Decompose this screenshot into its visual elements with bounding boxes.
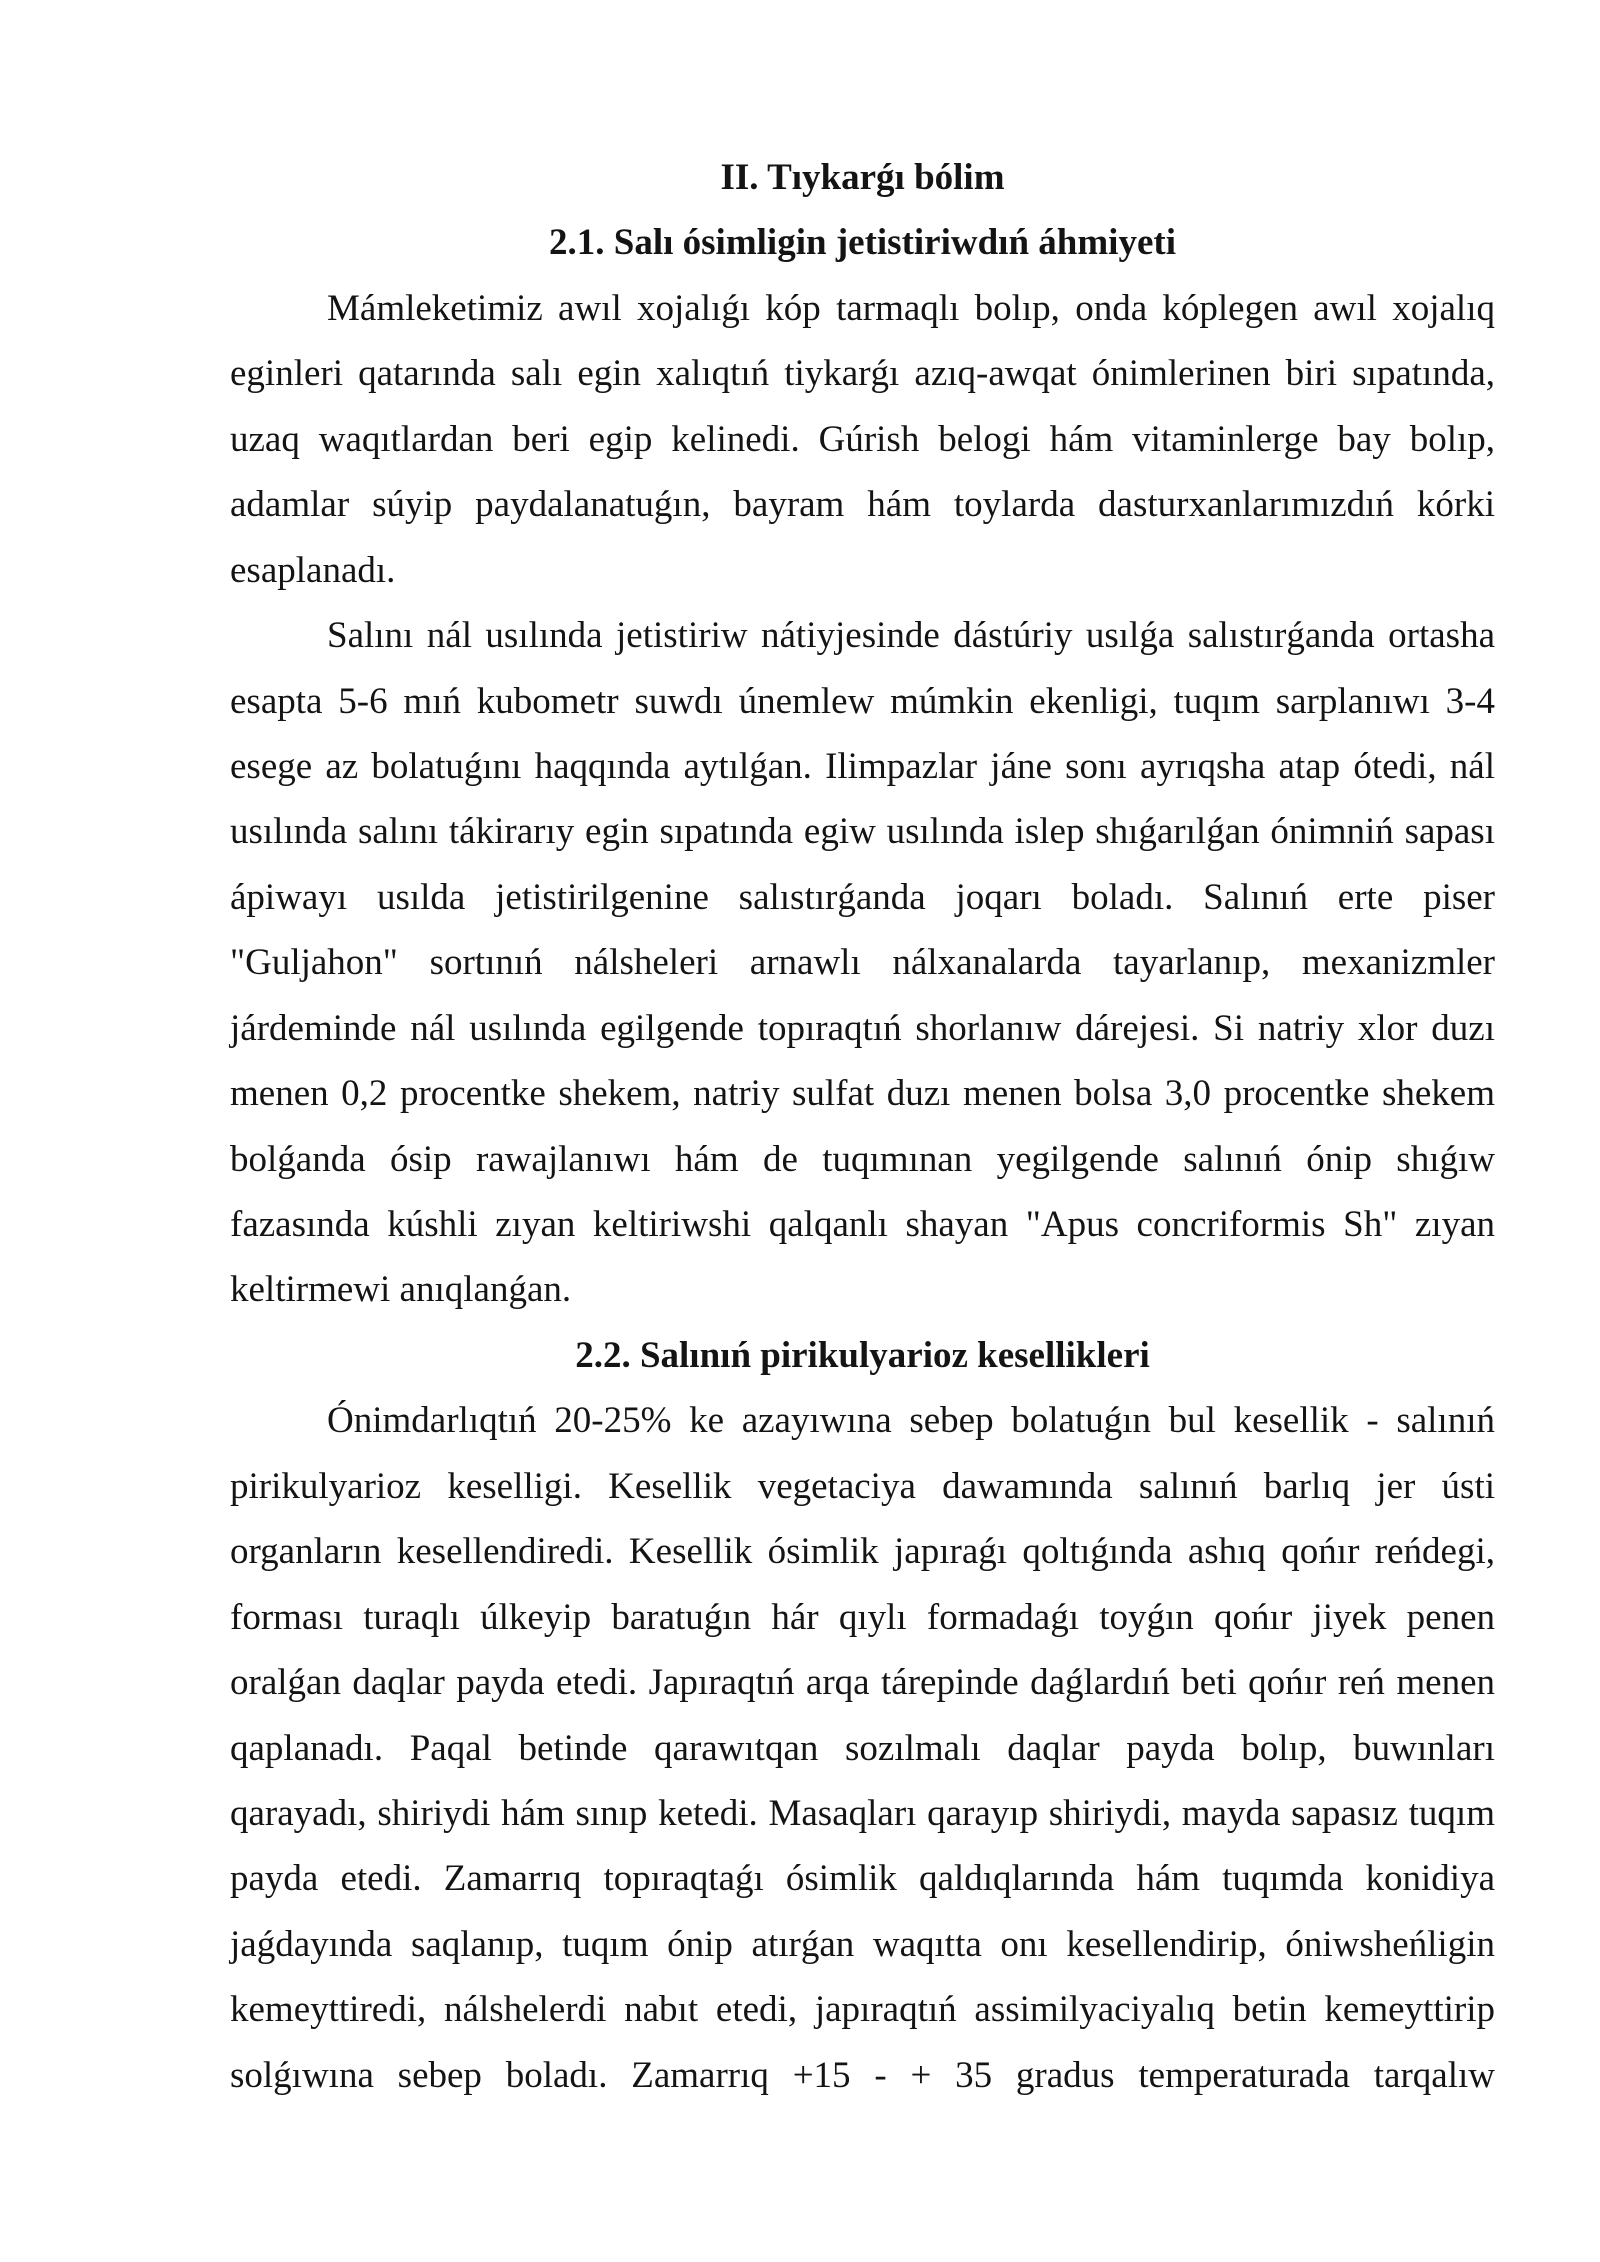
page-title: II. Tıykarǵı bólim [720, 157, 1005, 198]
paragraph-line: organların kesellendiredi. Kesellik ósimlik japıraǵı qoltıǵında ashıq qońır reńdegi, [230, 1531, 1495, 1573]
paragraph-line: "Guljahon" sortınıń nálsheleri arnawlı nálxanalarda tayarlanıp, mexanizmler [230, 942, 1495, 984]
paragraph-line: qarayadı, shiriydi hám sınıp ketedi. Masaqları qarayıp shiriydi, mayda sapasız tuqım [230, 1792, 1495, 1834]
paragraph-line: jaǵdayında saqlanıp, tuqım ónip atırǵan waqıtta onı kesellendirip, óniwsheńligin [230, 1923, 1495, 1965]
paragraph-line: esege az bolatuǵını haqqında aytılǵan. Ilimpazlar jáne sonı ayrıqsha atap ótedi, nál [230, 745, 1495, 787]
paragraph-line: pirikulyarioz keselligi. Kesellik vegetaciya dawamında salınıń barlıq jer ústi [230, 1465, 1495, 1507]
section [230, 210, 1495, 1322]
paragraph-line: qaplanadı. Paqal betinde qarawıtqan sozılmalı daqlar payda bolıp, buwınları [230, 1727, 1495, 1769]
paragraph-line: bolǵanda ósip rawajlanıwı hám de tuqımınan yegilgende salınıń ónip shıǵıw [230, 1138, 1495, 1180]
paragraph-line: eginleri qatarında salı egin xalıqtıń tiykarǵı azıq-awqat ónimlerinen biri sıpatında, [230, 353, 1495, 395]
paragraph-line: ápiwayı usılda jetistirilgenine salıstırǵanda joqarı boladı. Salınıń erte piser [230, 876, 1495, 918]
paragraph-line: kemeyttiredi, nálshelerdi nabıt etedi, japıraqtıń assimilyaciyalıq betin kemeyttirip [230, 1989, 1495, 2031]
paragraph-line: járdeminde nál usılında egilgende topıraqtıń shorlanıw dárejesi. Si natriy xlor duzı [230, 1007, 1495, 1049]
paragraph-line: fazasında kúshli zıyan keltiriwshi qalqanlı shayan "Apus concriformis Sh" zıyan [230, 1204, 1495, 1245]
paragraph-line: keltirmewi anıqlanǵan. [230, 1269, 572, 1311]
paragraph-line: esapta 5-6 mıń kubometr suwdı únemlew múmkin ekenligi, tuqım sarplanıwı 3-4 [230, 680, 1495, 722]
paragraph-line: adamlar súyip paydalanatuǵın, bayram hám toylarda dasturxanlarımızdıń kórki [230, 484, 1495, 526]
paragraph-line: Mámleketimiz awıl xojalıǵı kóp tarmaqlı bolıp, onda kóplegen awıl xojalıq [327, 287, 1495, 329]
paragraph [230, 276, 1495, 603]
paragraph-line: solǵıwına sebep boladı. Zamarrıq +15 - + 35 gradus temperaturada tarqalıw [230, 2054, 1495, 2096]
paragraph-line: menen 0,2 procentke shekem, natriy sulfat duzı menen bolsa 3,0 procentke shekem [230, 1073, 1495, 1115]
paragraph-line: usılında salını tákirarıy egin sıpatında egiw usılında islep shıǵarılǵan ónimniń sapası [230, 811, 1495, 853]
section [230, 1323, 1495, 2108]
paragraph-line: payda etedi. Zamarrıq topıraqtaǵı ósimlik qaldıqlarında hám tuqımda konidiya [230, 1858, 1495, 1900]
paragraph [230, 603, 1495, 1323]
paragraph-line: oralǵan daqlar payda etedi. Japıraqtıń arqa tárepinde daǵlardıń beti qońır reń menen [230, 1662, 1495, 1704]
section-heading: 2.2. Salınıń pirikulyarioz kesellikleri [575, 1334, 1150, 1376]
paragraph-line: uzaq waqıtlardan beri egip kelinedi. Gúrish belogi hám vitaminlerge bay bolıp, [230, 418, 1495, 460]
paragraph-line: esaplanadı. [230, 549, 396, 591]
paragraph-line: Ónimdarlıqtıń 20-25% ke azayıwına sebep bolatuǵın bul kesellik - salınıń [327, 1400, 1495, 1442]
paragraph [230, 1388, 1495, 2108]
document-body [230, 145, 1495, 2108]
section-heading: 2.1. Salı ósimligin jetistiriwdıń áhmiyeti [549, 222, 1176, 264]
paragraph-line: forması turaqlı úlkeyip baratuǵın hár qıylı formadaǵı toyǵın qońır jiyek penen [230, 1596, 1495, 1638]
paragraph-line: Salını nál usılında jetistiriw nátiyjesinde dástúriy usılǵa salıstırǵanda ortasha [327, 615, 1495, 657]
